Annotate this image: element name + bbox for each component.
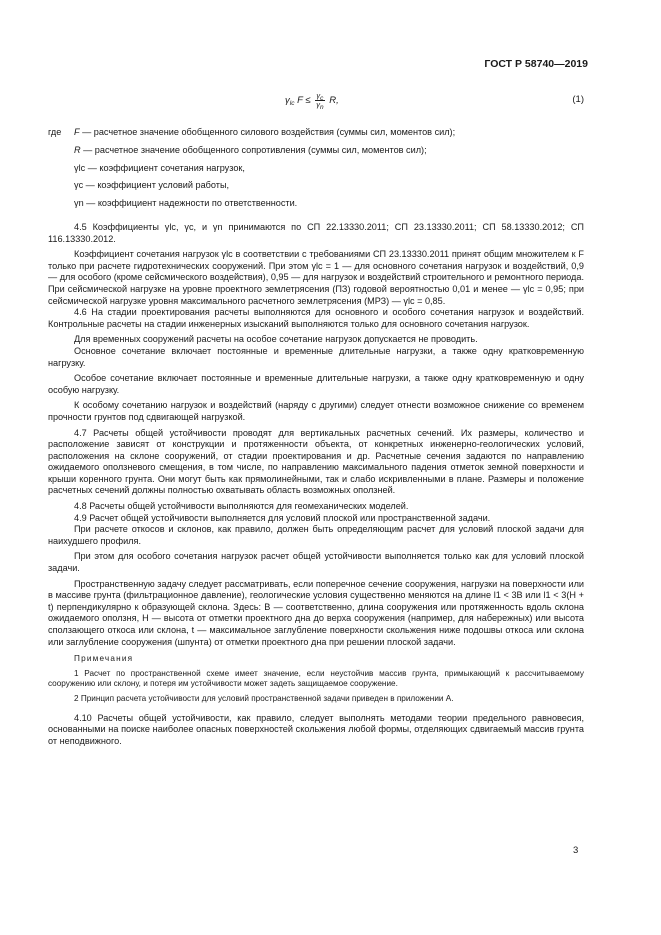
- paragraph: К особому сочетанию нагрузок и воздействий (наряду с другими) следует отнести возможное снижение со временем прочности грунтов под сдвигающей нагрузкой.: [48, 400, 584, 422]
- definition-item: γlc — коэффициент сочетания нагрузок,: [74, 162, 245, 173]
- paragraph: Для временных сооружений расчеты на особое сочетание нагрузок допускается не проводить.: [74, 334, 478, 345]
- paragraph: При расчете откосов и склонов, как правило, должен быть определяющим расчет для условий плоской задачи для наихудшего профиля.: [48, 524, 584, 546]
- definition-item: R — расчетное значение обобщенного сопротивления (суммы сил, моментов сил);: [74, 144, 427, 155]
- paragraph: При этом для особого сочетания нагрузок расчет общей устойчивости выполняется только как для условий плоской задачи.: [48, 551, 584, 574]
- paragraph: 4.7 Расчеты общей устойчивости проводят для вертикальных расчетных сечений. Их размеры, количество и расположение зависят от конструкции и протяженности объекта, от конкретных инженерно-геологических условий, расположения на склоне сооружений, от стадии проектирования и др. Расчетные сечения задаются по направлению ожидаемого оползневого смещения, в том числе, по направлению максимального падения отметок земной поверхности и крыши коренного грунта. Они могут быть как прямолинейными, так и слабо искривленными в плане. Размеры и положение расчетных сечений должны полностью охватывать область возможных оползней.: [48, 427, 584, 496]
- definitions: [48, 127, 584, 216]
- equation-number: (1): [572, 94, 584, 105]
- note-item: 2 Принцип расчета устойчивости для условий пространственной задачи приведен в приложении А.: [74, 693, 454, 703]
- definition-item: где F — расчетное значение обобщенного силового воздействия (суммы сил, моментов сил);: [48, 127, 456, 137]
- formula: $\gamma_{lc}$ F ≤ $\frac{\gamma_c}{\gamma_n}$ R,: [285, 91, 339, 111]
- body-text: [48, 222, 584, 747]
- paragraph: Пространственную задачу следует рассматривать, если поперечное сечение сооружения, нагрузки на поверхности или в массиве грунта (фильтрационное давление), геологические условия существенно меняются на длине l1 < 3B или l1 < 3(H + t) перпендикулярно к образующей склона. Здесь: B — соответственно, длина сооружения или протяженность вдоль склона ожидаемого оползня, H — высота от отметки проектного дна до верха сооружения (например, для набережных) или высота сползающего откоса или склона, t — максимальное заглубление поверхности скольжения ниже подошвы откоса или склона или заглубление сооружения (шпунта) от отметки проектного дна при решении плоской задачи.: [48, 578, 584, 647]
- definition-item: γc — коэффициент условий работы,: [74, 180, 230, 191]
- note-item: 1 Расчет по пространственной схеме имеет значение, если неустойчив массив грунта, примыкающий к рассчитываемому сооружению или склону, и потеря им устойчивости может задеть защищаемое сооружение.: [48, 668, 584, 689]
- definition-item: γn — коэффициент надежности по ответственности.: [74, 198, 298, 209]
- standard-number: ГОСТ Р 58740—2019: [484, 58, 588, 70]
- paragraph: 4.9 Расчет общей устойчивости выполняется для условий плоской или пространственной задачи.: [74, 512, 491, 523]
- paragraph: 4.8 Расчеты общей устойчивости выполняются для геомеханических моделей.: [74, 501, 409, 512]
- paragraph: Коэффициент сочетания нагрузок γlc в соответствии с требованиями СП 23.13330.2011 принят общим множителем к F только при расчете гидротехнических сооружений. При этом γlc = 1 — для основного сочетания нагрузок и воздействий, 0,9 — для особого (кроме сейсмического воздействия), 0,95 — для нагрузок и воздействий строительного и ремонтного периода. При сейсмической нагрузке на уровне проектного землетрясения (ПЗ) годовой вероятностью 0,01 и менее — γlc = 0,95; при сейсмической нагрузке уровня максимального расчетного землетрясения (МРЗ) — γlc = 0,85.: [48, 249, 584, 306]
- page-number: 3: [573, 845, 579, 856]
- paragraph: 4.5 Коэффициенты γlc, γc, и γn принимаются по СП 22.13330.2011; СП 23.13330.2011; СП 58.13330.2012; СП 116.13330.2012.: [48, 222, 584, 244]
- paragraph: 4.6 На стадии проектирования расчеты выполняются для основного и особого сочетания нагрузок и воздействий. Контрольные расчеты на стадии инженерных изысканий выполняются только для основного сочетания нагрузок.: [48, 307, 584, 329]
- paragraph: Основное сочетание включает постоянные и временные длительные нагрузки, а также одну кратковременную нагрузку.: [48, 345, 584, 368]
- formula-block: [48, 90, 584, 116]
- notes-title: Примечания: [74, 654, 134, 664]
- paragraph: Особое сочетание включает постоянные и временные длительные нагрузки, а также одну кратковременную и одну особую нагрузку.: [48, 373, 584, 395]
- paragraph: 4.10 Расчеты общей устойчивости, как правило, следует выполнять методами теории предельного равновесия, основанными на поиске наиболее опасных поверхностей скольжения любой формы, отделяющих сдвигаемый массив грунта от неподвижного.: [48, 712, 584, 746]
- fraction: $\frac{\gamma_c}{\gamma_n}$: [316, 91, 324, 111]
